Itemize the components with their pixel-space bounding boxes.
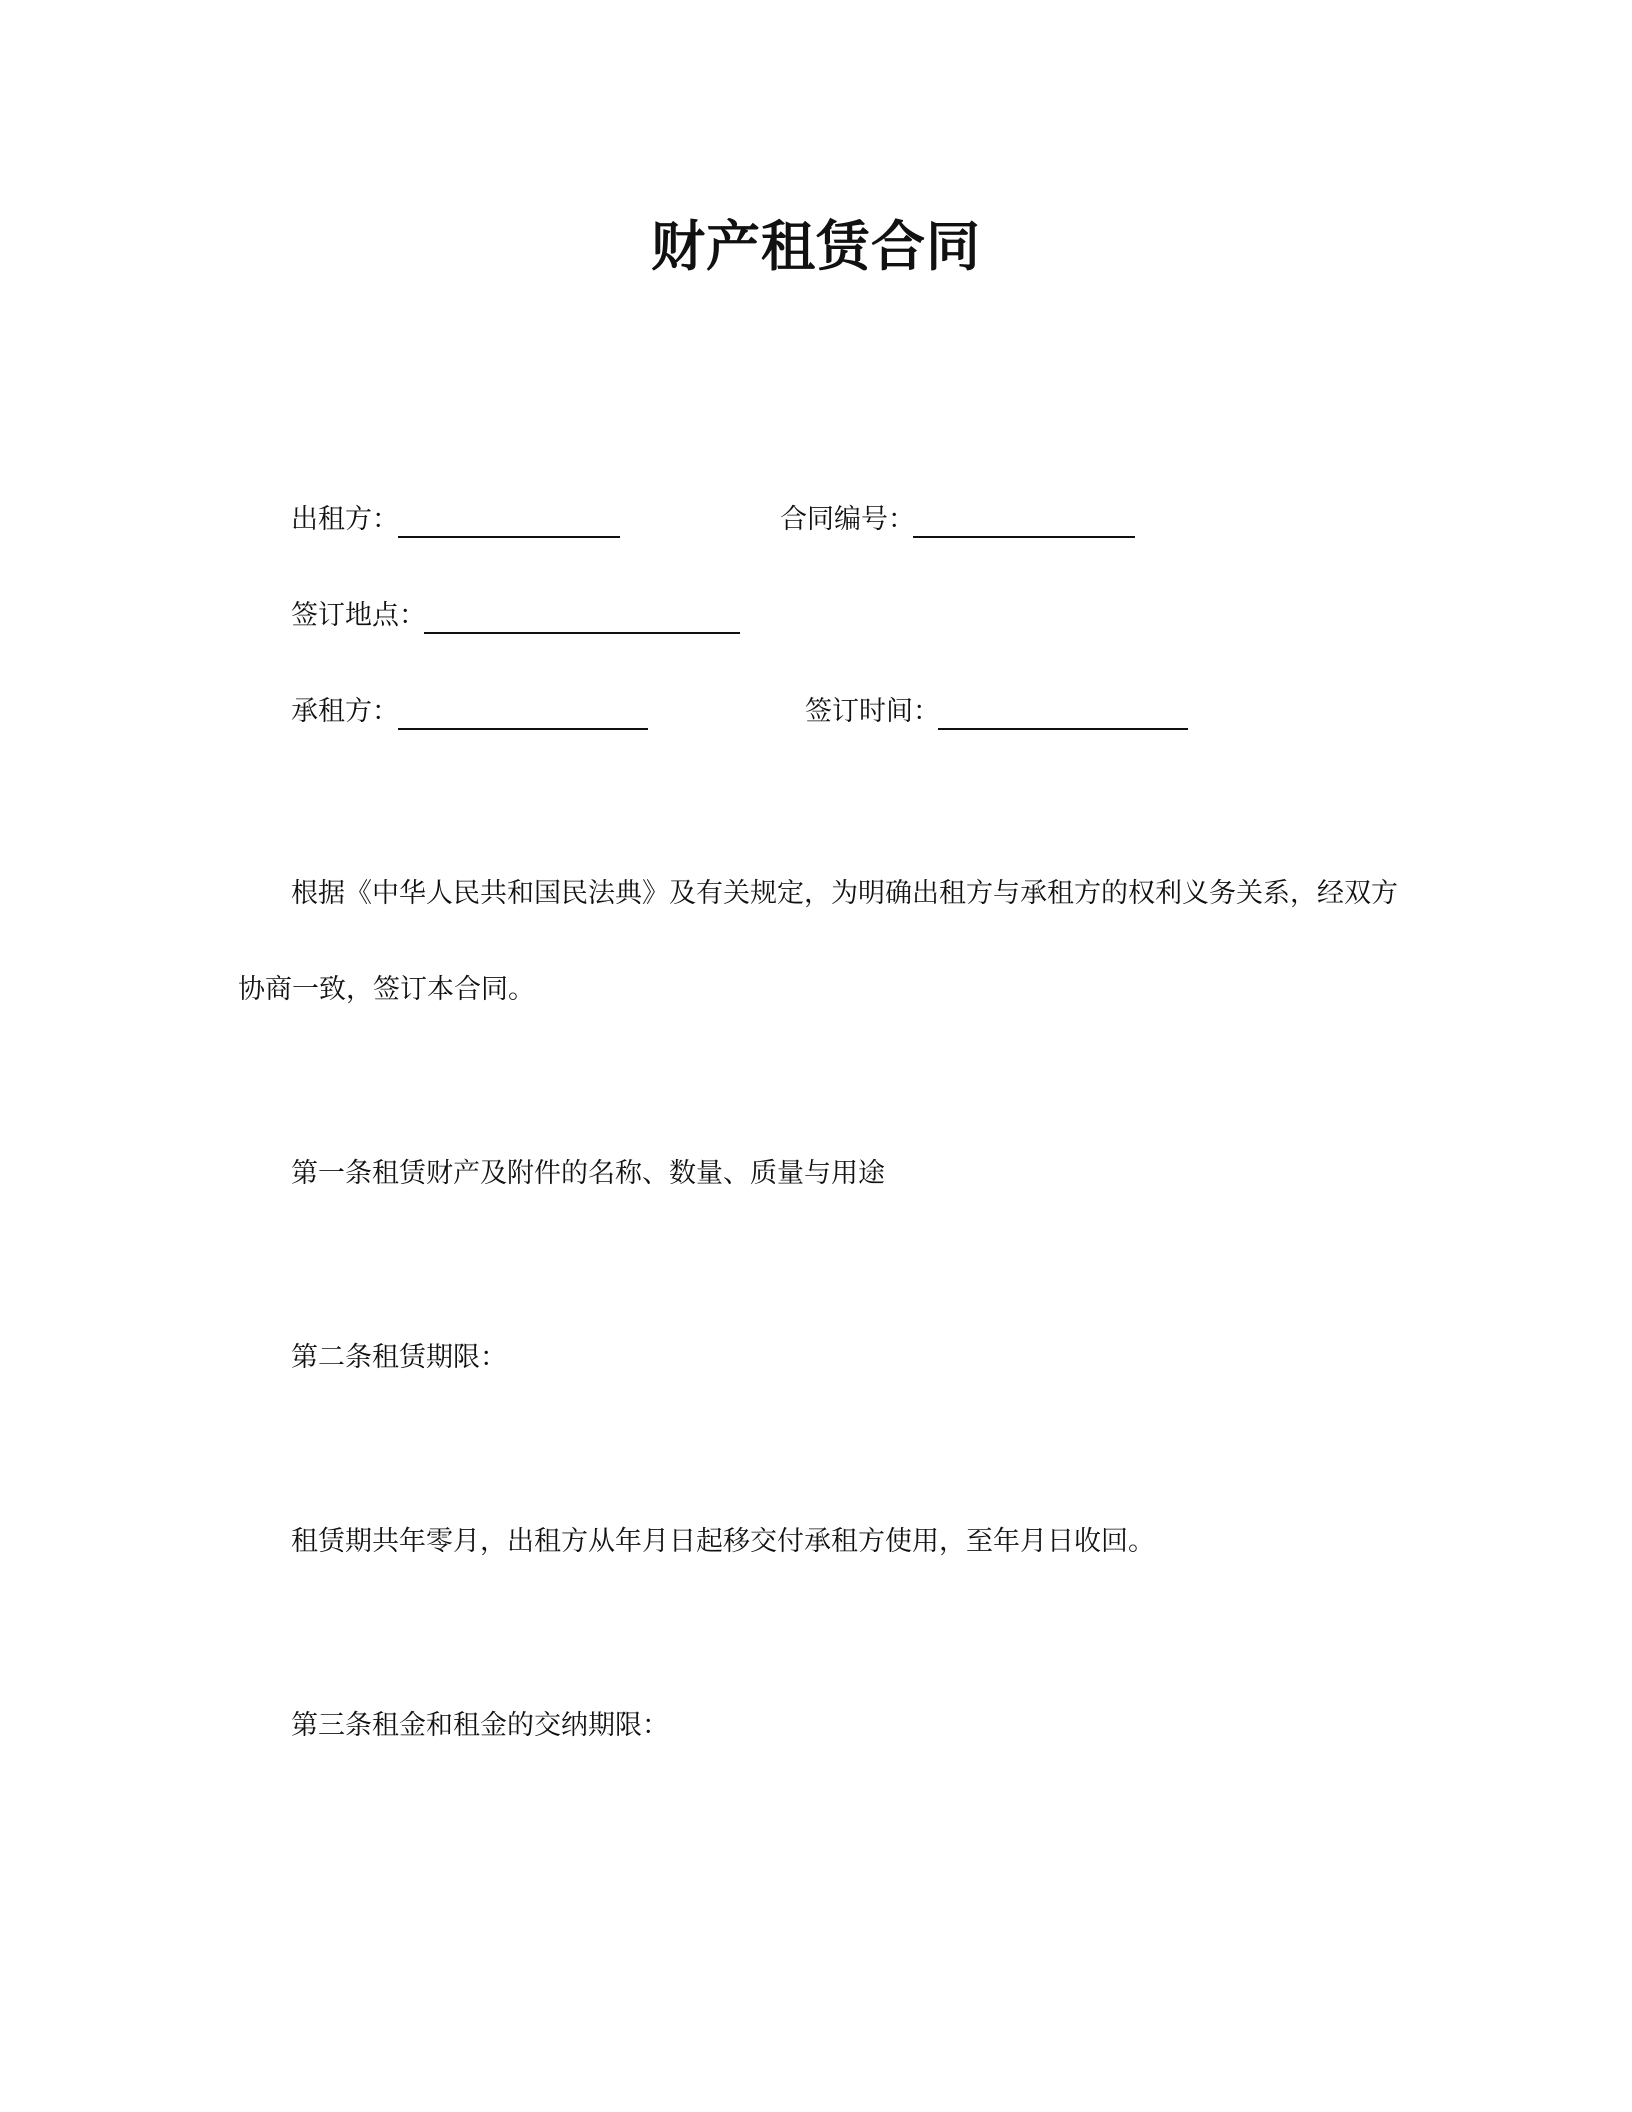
intro-line-2: 协商一致，签订本合同。	[238, 974, 535, 1005]
lessee-field	[291, 692, 399, 732]
sign-time-blank-line[interactable]	[938, 728, 1188, 730]
clause-3-heading: 第三条租金和租金的交纳期限：	[291, 1710, 669, 1741]
intro-line-1: 根据《中华人民共和国民法典》及有关规定，为明确出租方与承租方的权利义务关系，经双方	[291, 878, 1398, 909]
clause-2-body: 租赁期共年零月，出租方从年月日起移交付承租方使用，至年月日收回。	[291, 1526, 1155, 1557]
contract-no-label: 合同编号：	[780, 504, 915, 535]
lessee-blank-line[interactable]	[398, 728, 648, 730]
lessor-blank-line[interactable]	[398, 536, 620, 538]
lessee-label: 承租方：	[291, 696, 399, 727]
lessor-field	[291, 500, 399, 540]
sign-place-field	[291, 596, 426, 636]
sign-place-label: 签订地点：	[291, 600, 426, 631]
clause-2-heading: 第二条租赁期限：	[291, 1342, 507, 1373]
clause-1-heading: 第一条租赁财产及附件的名称、数量、质量与用途	[291, 1158, 885, 1189]
sign-time-field	[805, 692, 940, 732]
contract-no-blank-line[interactable]	[913, 536, 1135, 538]
lessor-label: 出租方：	[291, 504, 399, 535]
sign-time-label: 签订时间：	[805, 696, 940, 727]
contract-no-field	[780, 500, 915, 540]
sign-place-blank-line[interactable]	[424, 632, 740, 634]
document-title: 财产租赁合同	[651, 215, 981, 278]
